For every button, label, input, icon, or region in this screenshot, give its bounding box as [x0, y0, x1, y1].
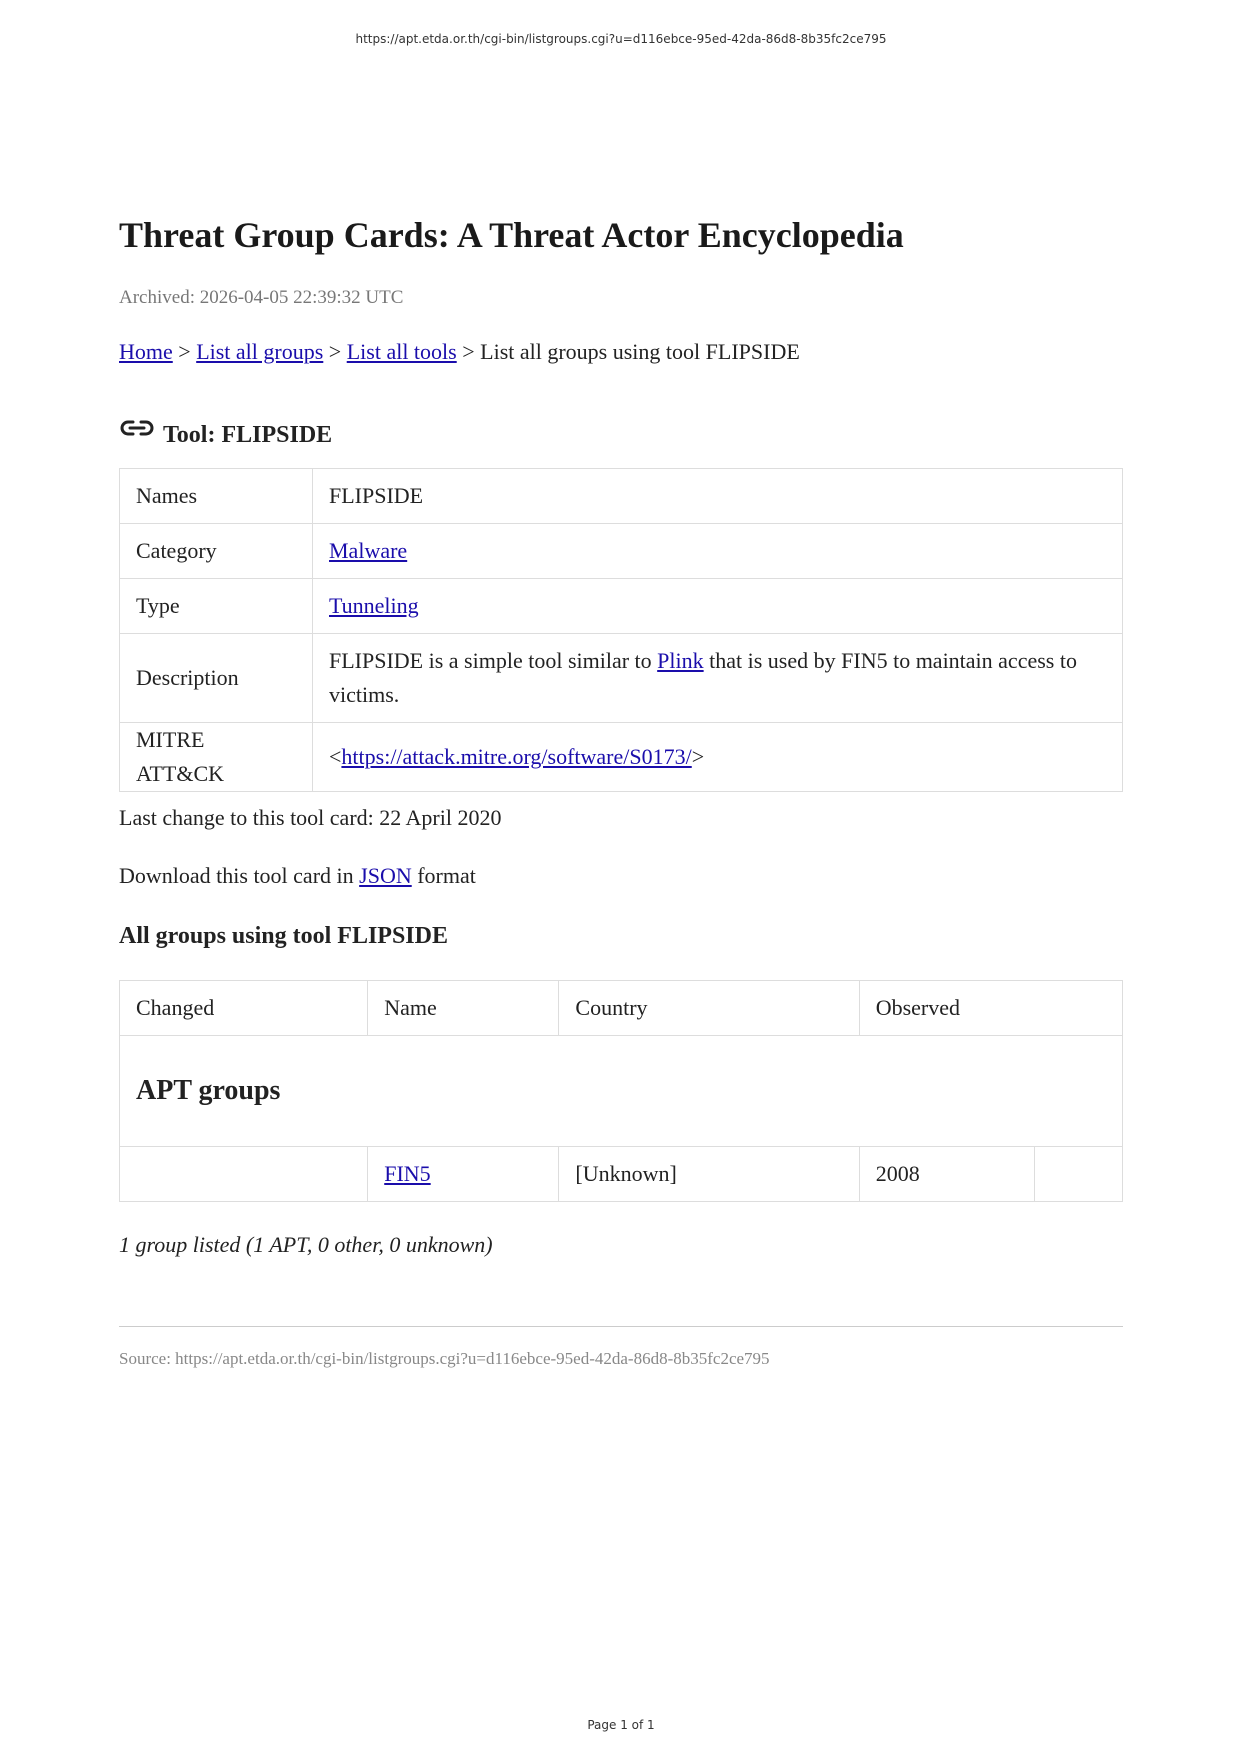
mitre-bracket-open: < [329, 744, 342, 769]
tool-heading-text: Tool: FLIPSIDE [163, 421, 333, 448]
description-value-cell [313, 634, 1123, 723]
print-header-url: https://apt.etda.or.th/cgi-bin/listgroups.cgi?u=d116ebce-95ed-42da-86d8-8b35fc2ce795 [355, 32, 887, 46]
last-change-text: Last change to this tool card: 22 April 2020 [119, 805, 502, 830]
section-row [120, 1036, 1123, 1147]
archived-timestamp: Archived: 2026-04-05 22:39:32 UTC [119, 287, 404, 308]
type-link[interactable]: Tunneling [329, 593, 419, 618]
mitre-bracket-close: > [691, 744, 705, 769]
group-fin5-link[interactable]: FIN5 [384, 1161, 431, 1186]
download-text: format [411, 863, 476, 888]
footer-divider [119, 1326, 1123, 1327]
download-line [119, 862, 476, 890]
cell-extra [1034, 1147, 1122, 1202]
tool-info-table [119, 468, 1123, 792]
mitre-link[interactable]: https://attack.mitre.org/software/S0173/ [341, 744, 692, 769]
description-text: that is used by FIN5 to maintain access to victims. [329, 648, 1077, 707]
breadcrumb-all-groups-link[interactable]: List all groups [196, 339, 324, 364]
column-header-name: Name [368, 981, 559, 1036]
type-label: Type [120, 579, 313, 634]
tool-type-row [120, 579, 1123, 634]
tool-names-row [120, 469, 1123, 524]
groups-summary: 1 group listed (1 APT, 0 other, 0 unknown) [119, 1232, 493, 1257]
mitre-value-cell [313, 723, 1123, 792]
groups-table [119, 980, 1123, 1202]
section-title-apt-groups: APT groups [120, 1036, 1123, 1147]
breadcrumb-separator: > [323, 339, 347, 364]
tool-heading [119, 418, 332, 452]
cell-name [368, 1147, 559, 1202]
link-icon [119, 416, 155, 440]
breadcrumb-separator: > [172, 339, 197, 364]
category-link[interactable]: Malware [329, 538, 408, 563]
tool-mitre-row [120, 723, 1123, 792]
column-header-country: Country [559, 981, 859, 1036]
category-value-cell [313, 524, 1123, 579]
plink-link[interactable]: Plink [657, 648, 704, 673]
breadcrumb-current: List all groups using tool FLIPSIDE [480, 339, 800, 364]
description-label: Description [120, 634, 313, 723]
table-row [120, 1147, 1123, 1202]
tool-description-row [120, 634, 1123, 723]
cell-observed: 2008 [859, 1147, 1034, 1202]
page-title: Threat Group Cards: A Threat Actor Encyclopedia [119, 215, 904, 255]
json-download-link[interactable]: JSON [359, 863, 412, 888]
breadcrumb-all-tools-link[interactable]: List all tools [346, 339, 457, 364]
type-value-cell [313, 579, 1123, 634]
names-value: FLIPSIDE [313, 469, 1123, 524]
breadcrumb-home-link[interactable]: Home [119, 339, 173, 364]
tool-category-row [120, 524, 1123, 579]
names-label: Names [120, 469, 313, 524]
cell-country: [Unknown] [559, 1147, 859, 1202]
groups-header-row [120, 981, 1123, 1036]
description-text: FLIPSIDE is a simple tool similar to [329, 648, 658, 673]
breadcrumb-separator: > [456, 339, 481, 364]
breadcrumb [119, 338, 800, 366]
mitre-label: MITRE ATT&CK [120, 723, 313, 792]
page-number: Page 1 of 1 [587, 1718, 655, 1732]
download-text: Download this tool card in [119, 863, 360, 888]
cell-changed [120, 1147, 368, 1202]
column-header-observed: Observed [859, 981, 1122, 1036]
column-header-changed: Changed [120, 981, 368, 1036]
groups-heading: All groups using tool FLIPSIDE [119, 923, 448, 949]
source-url: Source: https://apt.etda.or.th/cgi-bin/listgroups.cgi?u=d116ebce-95ed-42da-86d8-8b35fc2ce795 [119, 1349, 770, 1368]
category-label: Category [120, 524, 313, 579]
